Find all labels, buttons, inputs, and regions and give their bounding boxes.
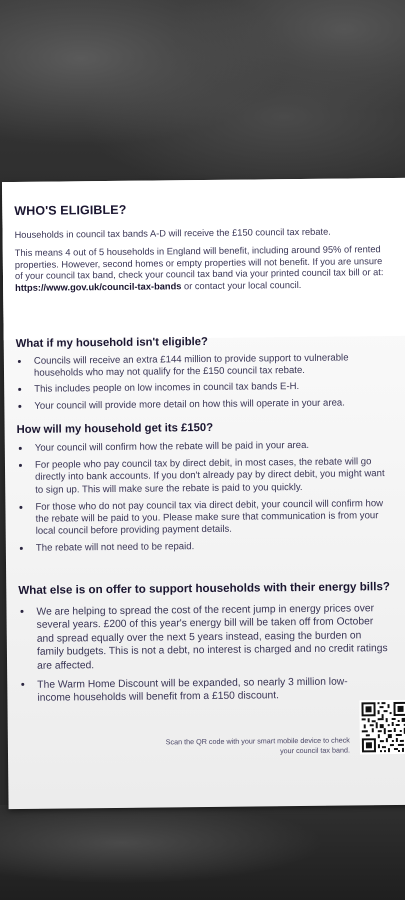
how-list [17,439,394,556]
energy-heading: What else is on offer to support households with their energy bills? [18,580,391,597]
eligible-paragraph-1: Households in council tax bands A-D will receive the £150 council tax rebate. [14,226,331,240]
energy-list [18,602,389,706]
list-item [16,380,392,396]
list-item-text: For people who pay council tax by direct debit, in most cases, the rebate will go directly into bank accounts. If you don't already pay by direct debit, you might want to sign up. This will make sure the rebate is paid to you quickly. [34,456,385,496]
bullet-icon [18,405,21,408]
list-item [18,539,394,555]
qr-code-icon [359,700,405,755]
list-item-text: The Warm Home Discount will be expanded, so nearly 3 million low-income households will benefit from a £150 discount. [37,676,348,705]
list-item-text: The rebate will not need to be repaid. [35,541,195,555]
list-item-text: Councils will receive an extra £144 million to provide support to vulnerable households who may not qualify for the £150 council tax rebate. [33,352,349,379]
eligible-paragraph-2-end: or contact your local council. [181,279,302,292]
list-item [17,439,393,455]
bullet-icon [18,388,21,391]
eligible-heading: WHO'S ELIGIBLE? [14,202,127,218]
list-item-text: This includes people on low incomes in council tax bands E-H. [34,381,300,396]
eligible-paragraph-2 [15,244,387,294]
bullet-icon [19,506,22,509]
list-item-text: Your council will confirm how the rebate will be paid in your area. [34,439,310,454]
bullet-icon [20,547,23,550]
list-item [16,397,392,413]
countertop-background [0,0,405,195]
bullet-icon [19,447,22,450]
qr-caption: Scan the QR code with your smart mobile device to check your council tax band. [165,735,351,755]
not-eligible-heading: What if my household isn't eligible? [15,335,208,350]
list-item [17,456,393,497]
bullet-icon [21,683,24,686]
leaflet-page [2,178,405,809]
bullet-icon [18,360,21,363]
eligible-paragraph-2-text: This means 4 out of 5 households in England will benefit, including around 95% of rented properties. However, second homes or empty properties will not benefit. If you are unsure of your council tax band, check your council tax band via your printed council tax bill or at: [14,244,384,282]
list-item [19,675,367,705]
list-item-text: For those who do not pay council tax via direct debit, your council will confirm how the rebate will be paid to you. Please make sure that communication is from your local council before providing payment details. [35,497,384,537]
bullet-icon [20,610,23,613]
list-item [16,352,392,380]
list-item [17,498,393,539]
list-item [18,602,389,673]
bullet-icon [19,464,22,467]
council-tax-bands-link[interactable]: https://www.gov.uk/council-tax-bands [15,281,182,293]
countertop-background-bottom [0,805,405,900]
list-item-text: Your council will provide more detail on how this will operate in your area. [34,397,345,412]
not-eligible-list [16,352,393,413]
how-heading: How will my household get its £150? [16,421,214,436]
list-item-text: We are helping to spread the cost of the recent jump in energy prices over several years. £200 of this year's energy bill will be taken off from October and spread equally over the next 5 years instead, easing the burden on family budgets. This is not a debt, no interest is charged and no credit ratings are affected. [36,603,388,672]
